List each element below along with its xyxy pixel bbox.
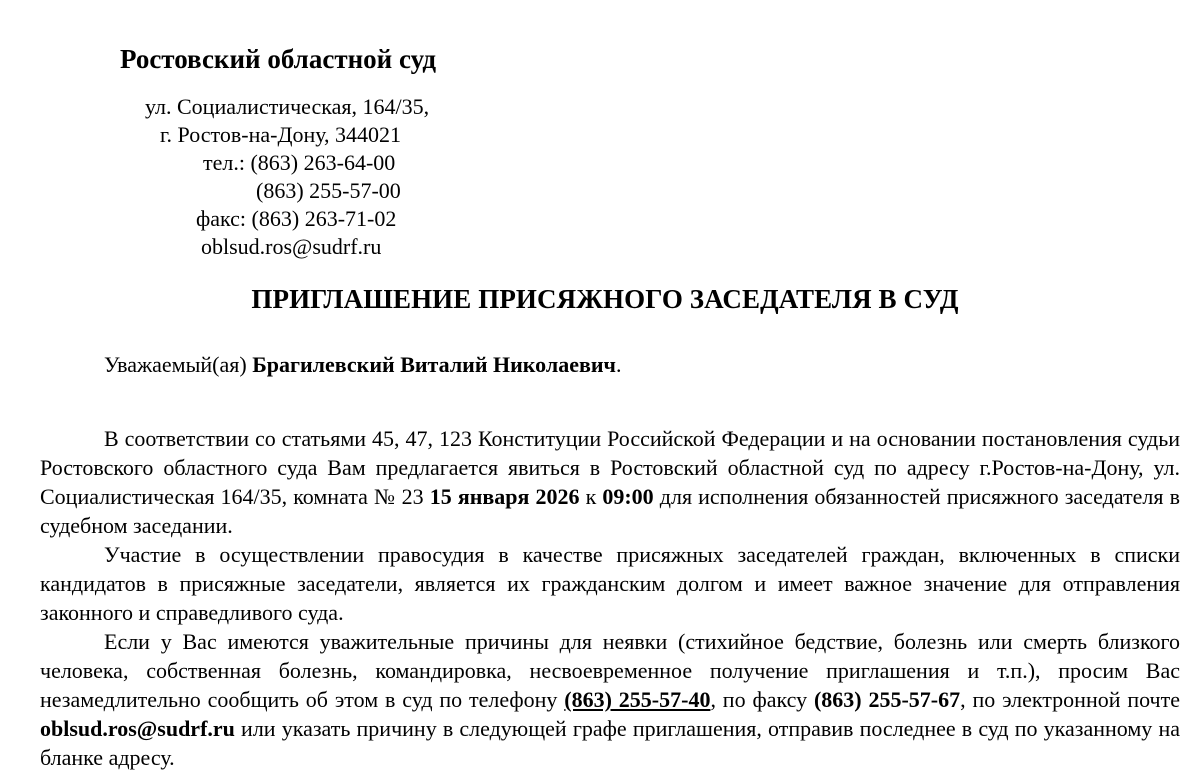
contact-fax: (863) 255-57-67 (813, 687, 961, 712)
court-phone-line-2: (863) 255-57-00 (256, 178, 401, 203)
phone-label: тел.: (203, 150, 251, 175)
paragraph-civic-duty: Участие в осуществлении правосудия в качестве присяжных заседателей граждан, включенных в списки кандидатов в присяжные заседатели, является их гражданским долгом и имеет важное значение для отправления законного и справедливого суда. (40, 542, 1180, 625)
greeting (104, 352, 621, 378)
paragraph-absence-tail: или указать причину в следующей графе приглашения, отправив последнее в суд по указанному на бланке адресу. (40, 716, 1180, 770)
hearing-time: 09:00 (602, 484, 654, 509)
paragraph-absence-email-label: , по электронной почте (960, 687, 1180, 712)
juror-name: Брагилевский Виталий Николаевич (252, 352, 616, 377)
document-title: ПРИГЛАШЕНИЕ ПРИСЯЖНОГО ЗАСЕДАТЕЛЯ В СУД (251, 284, 959, 314)
court-email: oblsud.ros@sudrf.ru (201, 234, 382, 259)
court-fax-line: факс: (863) 263-71-02 (196, 206, 397, 231)
greeting-suffix: . (615, 352, 622, 377)
court-address-line-1: ул. Социалистическая, 164/35, (145, 94, 430, 119)
court-name: Ростовский областной суд (120, 44, 437, 74)
invitation-body (40, 424, 1180, 772)
paragraph-summons-connector: к (579, 484, 603, 509)
court-address-line-2: г. Ростов-на-Дону, 344021 (160, 122, 402, 147)
paragraph-absence-fax-label: , по факсу (710, 687, 814, 712)
hearing-date: 15 января 2026 (429, 484, 580, 509)
paragraph-summons (40, 424, 1180, 540)
court-phone-line-1 (203, 149, 395, 177)
paragraph-summons-text: В соответствии со статьями 45, 47, 123 Конституции Российской Федерации и на основании постановления судьи Ростовского областного суда Вам предлагается явиться в Ростовский областной суд по адресу г.Ростов-на-Дону, ул. Социалистическая 164/35, комната № 23 (40, 426, 1180, 509)
contact-phone: (863) 255-57-40 (564, 687, 711, 712)
paragraph-absence-text: Если у Вас имеются уважительные причины для неявки (стихийное бедствие, болезнь или смерть близкого человека, собственная болезнь, командировка, несвоевременное получение приглашения и т.п.), просим Вас незамедлительно сообщить об этом в суд по телефону (40, 629, 1180, 712)
greeting-prefix: Уважаемый(ая) (104, 352, 253, 377)
contact-email: oblsud.ros@sudrf.ru (40, 716, 235, 741)
paragraph-absence (40, 627, 1180, 772)
court-phone-1: (863) 263-64-00 (250, 150, 396, 175)
paragraph-summons-tail: для исполнения обязанностей присяжного заседателя в судебном заседании. (40, 484, 1180, 538)
